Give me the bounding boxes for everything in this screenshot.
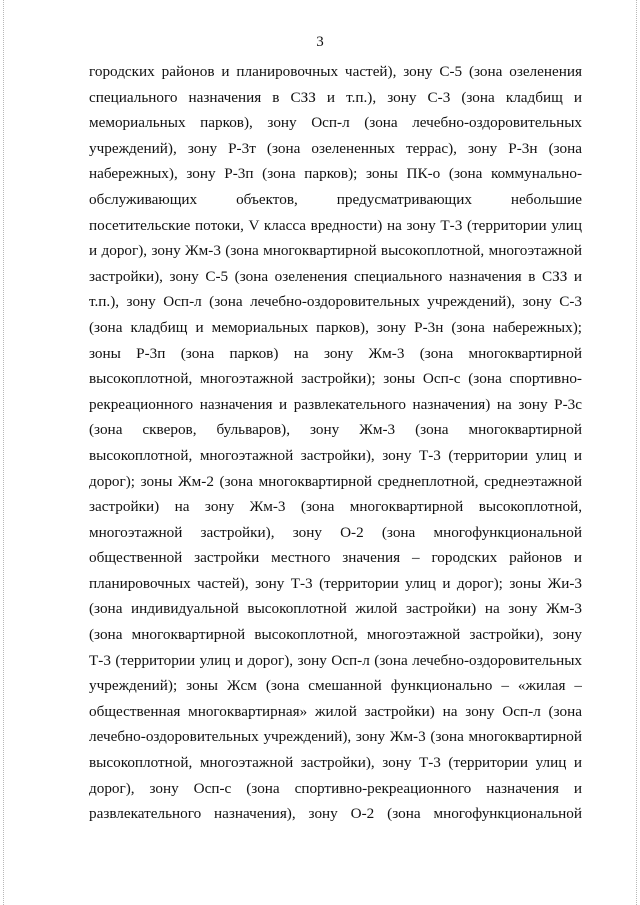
text-line: набережных), зону Р-3п (зона парков); зоны ПК-о (зона коммунально- xyxy=(89,165,582,183)
text-line: (зона многоквартирной высокоплотной, многоэтажной застройки), зону xyxy=(89,626,582,644)
text-line: общественной застройки местного значения – городских районов и xyxy=(89,549,582,567)
text-line: лечебно-оздоровительных учреждений), зону Жм-3 (зона многоквартирной xyxy=(89,728,582,746)
text-line: и дорог), зону Жм-3 (зона многоквартирной высокоплотной, многоэтажной xyxy=(89,242,582,260)
text-line: планировочных частей), зону Т-3 (территории улиц и дорог); зоны Жи-3 xyxy=(89,574,582,592)
text-line: (зона скверов, бульваров), зону Жм-3 (зона многоквартирной xyxy=(89,421,582,439)
text-line: дорог), зону Осп-с (зона спортивно-рекреационного назначения и xyxy=(89,779,582,797)
text-line: зоны Р-3п (зона парков) на зону Жм-3 (зона многоквартирной xyxy=(89,344,582,362)
text-line: дорог); зоны Жм-2 (зона многоквартирной среднеплотной, среднеэтажной xyxy=(89,472,582,490)
scan-edge-left xyxy=(3,0,4,905)
text-line: Т-3 (территории улиц и дорог), зону Осп-л (зона лечебно-оздоровительных xyxy=(89,651,582,669)
page-number: 3 xyxy=(316,34,324,50)
text-line: учреждений); зоны Жсм (зона смешанной функционально – «жилая – xyxy=(89,677,582,695)
text-line: (зона индивидуальной высокоплотной жилой застройки) на зону Жм-3 xyxy=(89,600,582,618)
text-line: учреждений), зону Р-3т (зона озелененных террас), зону Р-3н (зона xyxy=(89,139,582,157)
text-line: высокоплотной, многоэтажной застройки), зону Т-3 (территории улиц и xyxy=(89,754,582,772)
text-line: (зона кладбищ и мемориальных парков), зону Р-3н (зона набережных); xyxy=(89,318,582,336)
text-line: специального назначения в СЗЗ и т.п.), зону С-3 (зона кладбищ и xyxy=(89,88,582,106)
text-line: многоэтажной застройки), зону О-2 (зона многофункциональной xyxy=(89,523,582,541)
text-line: обслуживающих объектов, предусматривающих небольшие xyxy=(89,190,582,208)
scan-edge-right xyxy=(636,0,637,905)
text-line: посетительские потоки, V класса вредности) на зону Т-3 (территории улиц xyxy=(89,216,582,234)
text-line: мемориальных парков), зону Осп-л (зона лечебно-оздоровительных xyxy=(89,114,582,132)
document-body xyxy=(89,59,582,827)
text-line: застройки), зону С-5 (зона озеленения специального назначения в СЗЗ и xyxy=(89,267,582,285)
text-line: т.п.), зону Осп-л (зона лечебно-оздоровительных учреждений), зону С-3 xyxy=(89,293,582,311)
text-line: общественная многоквартирная» жилой застройки) на зону Осп-л (зона xyxy=(89,702,582,720)
text-line: высокоплотной, многоэтажной застройки), зону Т-3 (территории улиц и xyxy=(89,446,582,464)
text-line: городских районов и планировочных частей), зону С-5 (зона озеленения xyxy=(89,63,582,80)
text-line: развлекательного назначения), зону О-2 (зона многофункциональной xyxy=(89,805,582,823)
text-line: рекреационного назначения и развлекательного назначения) на зону Р-3с xyxy=(89,395,582,413)
text-line: высокоплотной, многоэтажной застройки); зоны Осп-с (зона спортивно- xyxy=(89,370,582,388)
text-line: застройки) на зону Жм-3 (зона многоквартирной высокоплотной, xyxy=(89,498,582,516)
